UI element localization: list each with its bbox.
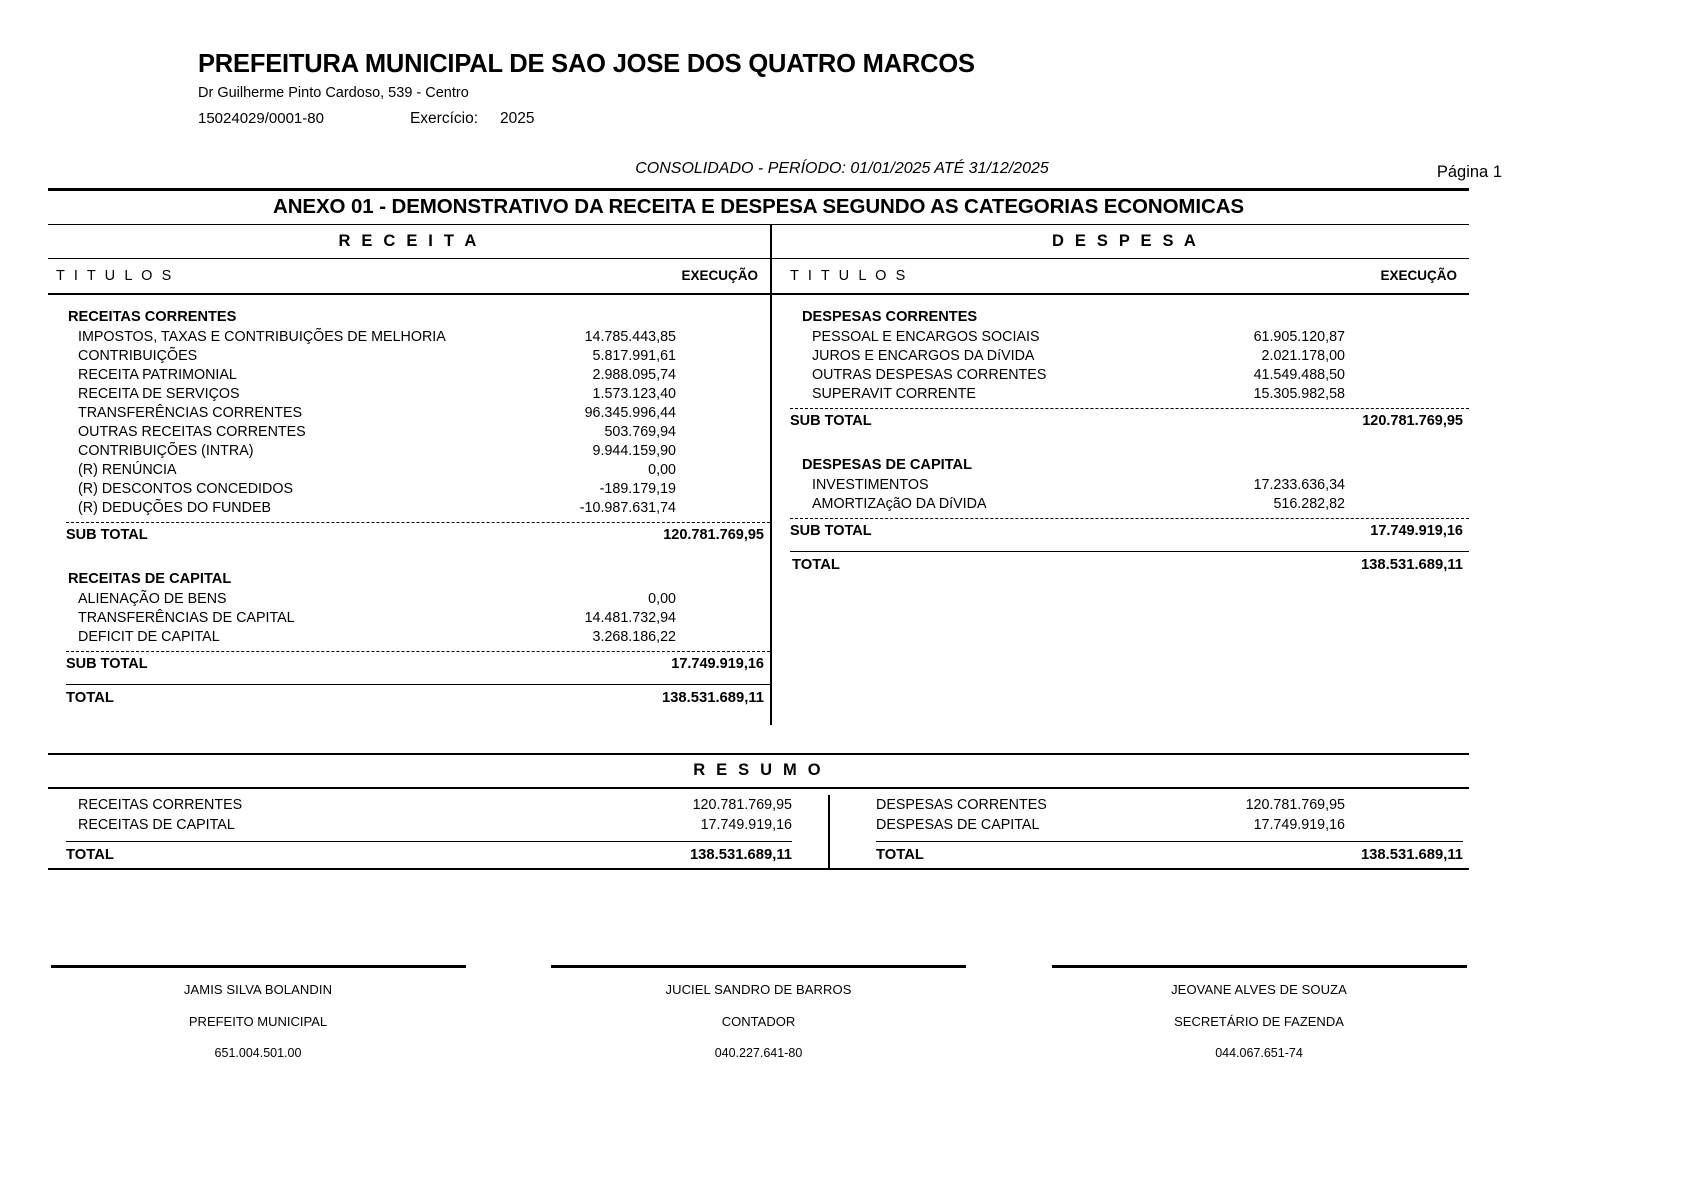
signature-name: JUCIEL SANDRO DE BARROS: [665, 982, 852, 997]
row-label: CONTRIBUIÇÕES (INTRA): [78, 442, 254, 459]
table-row: [48, 499, 770, 518]
organization-identity-row: [198, 110, 975, 128]
row-label: RECEITA PATRIMONIAL: [78, 366, 237, 383]
row-value: 2.988.095,74: [592, 366, 676, 383]
row-label: (R) DEDUÇÕES DO FUNDEB: [78, 499, 272, 516]
table-row: [48, 404, 770, 423]
subtotal-label: SUB TOTAL: [790, 522, 872, 539]
subtotal-value: 120.781.769,95: [663, 526, 764, 543]
table-row: [48, 461, 770, 480]
subtotal-label: SUB TOTAL: [66, 655, 148, 672]
row-label: INVESTIMENTOS: [812, 476, 929, 493]
list-item: [48, 815, 828, 835]
signature-line: [1052, 965, 1467, 968]
table-row: [48, 347, 770, 366]
total-value: 138.531.689,11: [1360, 556, 1463, 573]
exercicio-label: Exercício:: [409, 109, 479, 127]
row-value: 5.817.991,61: [592, 347, 676, 364]
table-row: [48, 480, 770, 499]
row-label: (R) DESCONTOS CONCEDIDOS: [78, 480, 293, 497]
receita-execucao-label: EXECUÇÃO: [681, 268, 758, 284]
table-row: [48, 385, 770, 404]
row-label: TRANSFERÊNCIAS CORRENTES: [78, 404, 303, 421]
total-value: 138.531.689,11: [689, 846, 792, 863]
table-row: [48, 590, 770, 609]
resumo-title: R E S U M O: [693, 761, 824, 780]
row-value: 2.021.178,00: [1261, 347, 1345, 364]
row-label: AMORTIZAçãO DA DíVIDA: [812, 495, 987, 512]
total-value: 138.531.689,11: [1360, 846, 1463, 863]
row-label: JUROS E ENCARGOS DA DíVIDA: [812, 347, 1035, 364]
page-number: Página 1: [1436, 163, 1502, 181]
resumo-despesa-total: [876, 842, 1469, 868]
resumo-receita-total: [48, 842, 828, 868]
organization-cnpj: 15024029/0001-80: [198, 109, 324, 127]
row-label: OUTRAS DESPESAS CORRENTES: [812, 366, 1047, 383]
row-value: 61.905.120,87: [1253, 328, 1345, 345]
receita-subtotal-capital: [48, 652, 770, 676]
row-label: TRANSFERÊNCIAS DE CAPITAL: [78, 609, 295, 626]
receita-heading-cell: [48, 225, 770, 258]
total-label: TOTAL: [792, 556, 840, 573]
organization-address: Dr Guilherme Pinto Cardoso, 539 - Centro: [198, 85, 469, 102]
despesa-group-title-capital: DESPESAS DE CAPITAL: [802, 456, 973, 473]
despesa-heading-cell: [770, 225, 1469, 258]
total-label: TOTAL: [876, 846, 924, 863]
row-value: 9.944.159,90: [592, 442, 676, 459]
row-value: 120.781.769,95: [692, 796, 792, 813]
row-label: DESPESAS CORRENTES: [876, 796, 1047, 813]
signature-document: 651.004.501.00: [214, 1046, 302, 1060]
table-row: [48, 628, 770, 647]
row-value: 14.785.443,85: [584, 328, 676, 345]
subtotal-value: 17.749.919,16: [671, 655, 764, 672]
subtotal-label: SUB TOTAL: [790, 412, 872, 429]
despesa-heading: D E S P E S A: [1051, 232, 1200, 251]
resumo-section: [48, 753, 1469, 870]
receita-titulos-label: T I T U L O S: [56, 268, 174, 285]
signature-name: JEOVANE ALVES DE SOUZA: [1171, 982, 1347, 997]
table-row: [48, 423, 770, 442]
list-item: [876, 795, 1469, 815]
resumo-body: [48, 789, 1469, 868]
row-value: 17.749.919,16: [700, 816, 792, 833]
table-body: [48, 295, 1469, 725]
table-row: [782, 347, 1469, 366]
resumo-despesa-column: [828, 795, 1469, 868]
signature-document: 040.227.641-80: [714, 1046, 803, 1060]
row-value: 0,00: [648, 590, 676, 607]
signature-role: SECRETÁRIO DE FAZENDA: [1174, 1014, 1344, 1029]
organization-name: PREFEITURA MUNICIPAL DE SAO JOSE DOS QUATRO MARCOS: [198, 50, 975, 78]
signature-block: [48, 965, 1469, 1060]
row-label: OUTRAS RECEITAS CORRENTES: [78, 423, 306, 440]
signature-line: [51, 965, 466, 968]
row-label: (R) RENÚNCIA: [78, 461, 177, 478]
section-headings-row: [48, 225, 1469, 258]
row-label: ALIENAÇÃO DE BENS: [78, 590, 227, 607]
total-value: 138.531.689,11: [661, 689, 764, 706]
receita-columns-header: [48, 259, 770, 293]
row-label: DESPESAS DE CAPITAL: [876, 816, 1040, 833]
despesa-total: [782, 552, 1469, 578]
despesa-subtotal-capital: [782, 519, 1469, 543]
table-row: [782, 366, 1469, 385]
row-value: 14.481.732,94: [584, 609, 676, 626]
signature-line: [551, 965, 966, 968]
receita-column: [48, 295, 770, 725]
table-row: [48, 366, 770, 385]
row-value: 15.305.982,58: [1253, 385, 1345, 402]
row-value: 1.573.123,40: [592, 385, 676, 402]
row-label: RECEITA DE SERVIÇOS: [78, 385, 240, 402]
row-label: PESSOAL E ENCARGOS SOCIAIS: [812, 328, 1040, 345]
signature-document: 044.067.651-74: [1215, 1046, 1303, 1060]
despesa-column: [770, 295, 1469, 725]
table-row: [782, 476, 1469, 495]
signature-role: PREFEITO MUNICIPAL: [188, 1014, 328, 1029]
row-value: 96.345.996,44: [584, 404, 676, 421]
total-label: TOTAL: [66, 846, 114, 863]
despesa-group-title-correntes: DESPESAS CORRENTES: [802, 308, 978, 325]
receita-heading: R E C E I T A: [338, 232, 480, 251]
row-label: RECEITAS DE CAPITAL: [78, 816, 235, 833]
signature-secretario: [1049, 965, 1469, 1060]
signature-name: JAMIS SILVA BOLANDIN: [183, 982, 333, 997]
organization-header: [198, 50, 975, 128]
report-title: ANEXO 01 - DEMONSTRATIVO DA RECEITA E DESPESA SEGUNDO AS CATEGORIAS ECONOMICAS: [273, 194, 1244, 218]
total-label: TOTAL: [66, 689, 114, 706]
table-row: [782, 385, 1469, 404]
signature-contador: [549, 965, 969, 1060]
subtotal-value: 120.781.769,95: [1362, 412, 1463, 429]
despesa-titulos-label: T I T U L O S: [790, 268, 908, 285]
row-value: 17.749.919,16: [1253, 816, 1345, 833]
table-row: [48, 442, 770, 461]
despesa-subtotal-correntes: [782, 409, 1469, 433]
resumo-receita-column: [48, 795, 828, 868]
row-value: 516.282,82: [1273, 495, 1345, 512]
signature-prefeito: [48, 965, 468, 1060]
table-row: [48, 609, 770, 628]
table-row: [48, 328, 770, 347]
despesa-columns-header: [770, 259, 1469, 293]
row-value: 0,00: [648, 461, 676, 478]
resumo-divider-bottom: [48, 868, 1469, 870]
table-row: [782, 328, 1469, 347]
row-label: DEFICIT DE CAPITAL: [78, 628, 220, 645]
receita-subtotal-correntes: [48, 523, 770, 547]
main-table: [48, 188, 1469, 870]
row-value: -189.179,19: [599, 480, 676, 497]
row-value: 17.233.636,34: [1253, 476, 1345, 493]
row-label: RECEITAS CORRENTES: [78, 796, 243, 813]
row-value: -10.987.631,74: [579, 499, 676, 516]
despesa-execucao-label: EXECUÇÃO: [1380, 268, 1457, 284]
receita-group-title-capital: RECEITAS DE CAPITAL: [68, 570, 232, 587]
row-value: 41.549.488,50: [1253, 366, 1345, 383]
row-value: 503.769,94: [604, 423, 676, 440]
list-item: [48, 795, 828, 815]
subtotal-value: 17.749.919,16: [1370, 522, 1463, 539]
exercicio-value: 2025: [500, 109, 535, 127]
row-value: 120.781.769,95: [1245, 796, 1345, 813]
signature-role: CONTADOR: [721, 1014, 796, 1029]
table-row: [782, 495, 1469, 514]
row-label: CONTRIBUIÇÕES: [78, 347, 198, 364]
row-label: SUPERAVIT CORRENTE: [812, 385, 976, 402]
list-item: [876, 815, 1469, 835]
column-headers-row: [48, 259, 1469, 293]
row-value: 3.268.186,22: [592, 628, 676, 645]
receita-total: [48, 685, 770, 711]
row-label: IMPOSTOS, TAXAS E CONTRIBUIÇÕES DE MELHORIA: [78, 328, 446, 345]
receita-group-title-correntes: RECEITAS CORRENTES: [68, 308, 237, 325]
period-subtitle: CONSOLIDADO - PERÍODO: 01/01/2025 ATÉ 31/12/2025: [635, 160, 1049, 177]
subtotal-label: SUB TOTAL: [66, 526, 148, 543]
